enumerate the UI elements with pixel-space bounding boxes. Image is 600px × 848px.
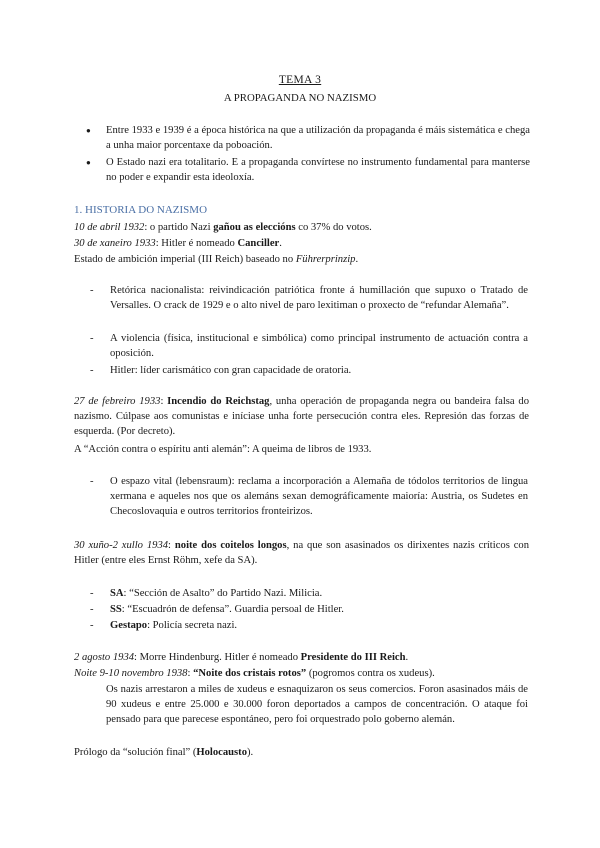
page-subtitle: A PROPAGANDA NO NAZISMO: [223, 92, 377, 104]
dash-item: - O espazo vital (lebensraum): reclama a incorporación a Alemaña de tódolos territorios de lingua xermana e aqueles nos que os alemáns sexan demográficamente maioría: Austria, os Sudetes en Checoslovaquia e outros territorios fronteirizos.: [90, 476, 528, 517]
event-line: Noite 9-10 novembro 1938: “Noite dos cristais rotos” (pogromos contra os xudeus).: [74, 668, 435, 679]
dash-item: - SA: “Sección de Asalto” do Partido Nazi. Milicia.: [90, 588, 323, 599]
cristais-detail: Os nazis arrestaron a miles de xudeus e esnaquizaron os seus comercios. Foron asasinados máis de 90 xudeus e entre 25.000 e 30.000 foron deportados a campos de concentración. O ataque foi pensado para que parecese espontáneo, pero foi orquestrado polo goberno alemán.: [106, 684, 528, 725]
dash-item: - A violencia (física, institucional e simbólica) como principal instrumento de actuación contra a oposición.: [90, 333, 528, 359]
event-line: 2 agosto 1934: Morre Hindenburg. Hitler é nomeado Presidente do III Reich.: [74, 652, 409, 663]
bullet-dot: ●: [86, 158, 91, 167]
accion-line: A “Acción contra o espíritu anti alemán”: A queima de libros de 1933.: [74, 444, 372, 455]
dash-mark: -: [90, 365, 94, 376]
dash-item: - Retórica nacionalista: reivindicación patriótica fronte á humillación que supuxo o Tratado de Versalles. O crack de 1929 e o alto nivel de paro lexitiman o proxecto de “refundar Alemaña”.: [90, 285, 528, 311]
intro-bullet: ● O Estado nazi era totalitario. E a propaganda convírtese no instrumento fundamental para manterse no poder e expandir esta ideoloxía.: [86, 157, 530, 183]
dash-item: - SS: “Escuadrón de defensa”. Guardia persoal de Hitler.: [90, 604, 344, 615]
coitelos-paragraph: 30 xuño-2 xullo 1934: noite dos coitelos longos, na que son asasinados os dirixentes nazis críticos con Hitler (entre eles Ernst Röhm, xefe da SA).: [74, 540, 529, 566]
reichstag-paragraph: 27 de febreiro 1933: Incendio do Reichstag, unha operación de propaganda negra ou bandeira falsa do nazismo. Cúlpase aos comunistas e iníciase unha forte persecución contra eles. Represión das forzas de esquerda. (Por decreto).: [74, 396, 529, 437]
dash-item: - Hitler: líder carismático con gran capacidade de oratoria.: [90, 365, 352, 376]
prologo-line: Prólogo da “solución final” (Holocausto).: [74, 747, 254, 758]
event-line: Estado de ambición imperial (III Reich) baseado no Führerprinzip.: [74, 254, 359, 265]
dash-item: - Gestapo: Policía secreta nazi.: [90, 620, 238, 631]
dash-mark: -: [90, 285, 94, 296]
intro-bullet: ● Entre 1933 e 1939 é a época histórica na que a utilización da propaganda é máis sistemática e chega a unha maior porcentaxe da poboación.: [86, 125, 530, 151]
bullet-dot: ●: [86, 126, 91, 135]
dash-mark: -: [90, 620, 94, 631]
dash-mark: -: [90, 604, 94, 615]
dash-mark: -: [90, 588, 94, 599]
page-title: TEMA 3: [278, 74, 322, 86]
section-heading: 1. HISTORIA DO NAZISMO: [74, 204, 208, 216]
dash-mark: -: [90, 476, 94, 487]
event-line: 10 de abril 1932: o partido Nazi gañou as eleccións co 37% do votos.: [74, 222, 372, 233]
dash-mark: -: [90, 333, 94, 344]
event-line: 30 de xaneiro 1933: Hitler é nomeado Canciller.: [74, 238, 282, 249]
